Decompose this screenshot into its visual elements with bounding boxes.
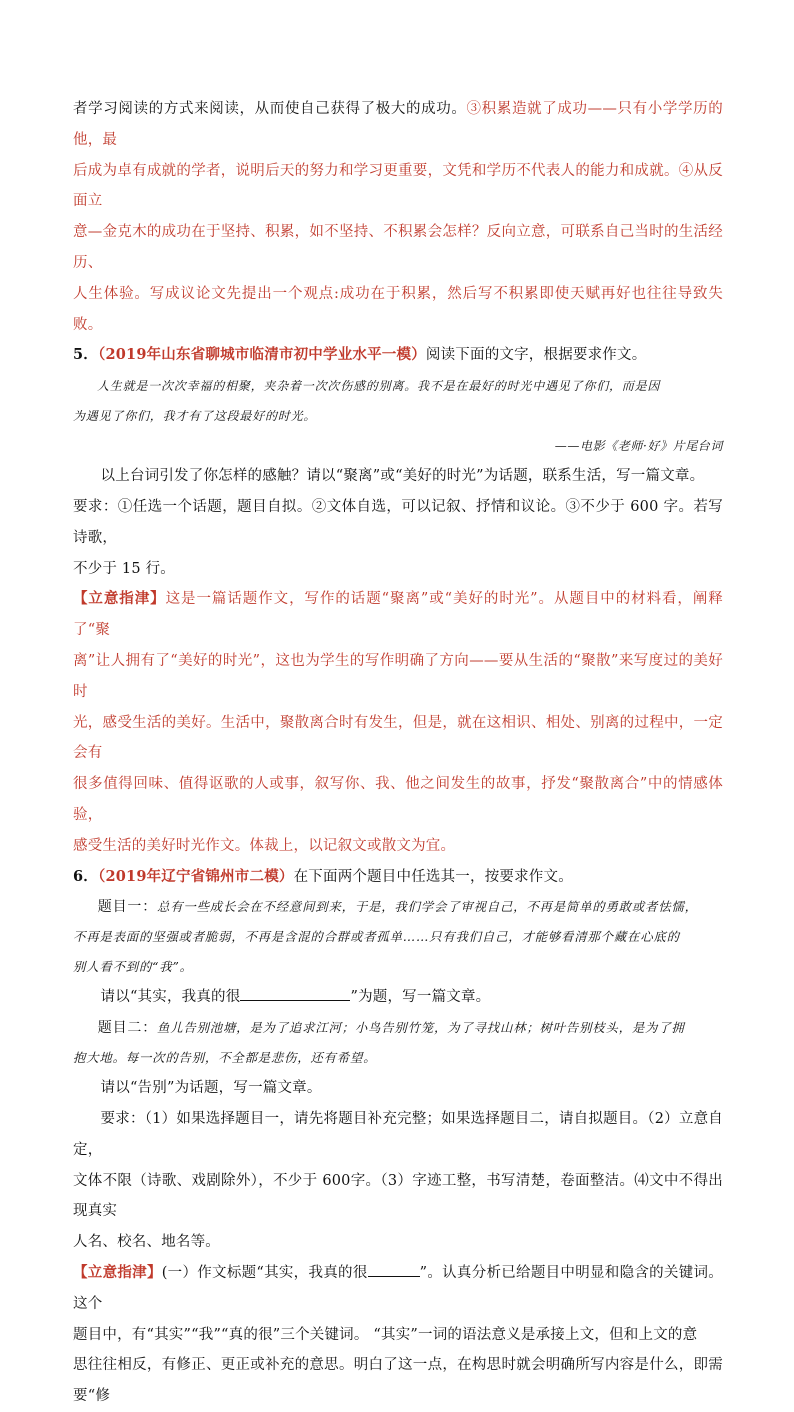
quote-line: 别人看不到的“我”。 — [73, 959, 193, 975]
title-blank — [368, 1262, 420, 1277]
question-number: 5． — [73, 346, 98, 364]
guide-label: 【立意指津】 — [73, 1263, 162, 1281]
quote-line: 鱼儿告别池塘，是为了追求江河；小鸟告别竹笼，为了寻找山林；树叶告别枝头，是为了拥 — [157, 1020, 685, 1036]
text-line: (一）作文标题“其实，我真的很 — [161, 1264, 368, 1281]
text-line: 要求：①任选一个话题，题目自拟。②文体自选，可以记叙、抒情和议论。③不少于 600 字。若写诗歌， — [73, 498, 723, 546]
question-requirements — [73, 492, 723, 584]
question-instruction: 阅读下面的文字，根据要求作文。 — [425, 347, 647, 364]
quote-line: 总有一些成长会在不经意间到来，于是，我们学会了审视自己，不再是简单的勇敢或者怯懦， — [157, 899, 698, 915]
text-line-red: 意—金克木的成功在于坚持、积累，如不坚持、不积累会怎样？反向立意，可联系自己当时的生活经历、 — [73, 224, 723, 271]
quote-source: ——电影《老师·好》片尾台词 — [554, 439, 723, 454]
writing-guide — [73, 584, 723, 861]
writing-guide — [73, 1258, 723, 1412]
text-line: 文体不限（诗歌、戏剧除外），不少于 600字。（3）字迹工整，书写清楚，卷面整洁。⑷文中不得出现真实 — [73, 1172, 723, 1220]
guide-label: 【立意指津】 — [73, 590, 166, 608]
prompt-text: ”为题，写一篇文章。 — [350, 989, 491, 1006]
question-number: 6． — [73, 867, 98, 885]
question-6-header — [73, 862, 723, 893]
topic-one-prompt — [73, 982, 723, 1013]
document-page — [73, 94, 723, 1412]
topic-two-prompt: 请以“告别”为话题，写一篇文章。 — [100, 1080, 322, 1097]
text-line-red: ③积累造就了成功——只有小学学历的他，最 — [73, 101, 723, 148]
text-line-red: 人生体验。写成议论文先提出一个观点:成功在于积累，然后写不积累即使天赋再好也往往导致失败。 — [73, 285, 723, 333]
text-line: 这是一篇话题作文，写作的话题“聚离”或“美好的时光”。从题目中的材料看，阐释了“聚 — [73, 591, 724, 639]
text-line: 要求：（1）如果选择题目一，请先将题目补充完整；如果选择题目二，请自拟题目。（2）立意自定， — [73, 1110, 723, 1158]
text-line: 很多值得回味、值得讴歌的人或事，叙写你、我、他之间发生的故事，抒发“聚散离合”中的情感体验， — [73, 776, 723, 823]
question-requirements — [73, 1104, 723, 1258]
text-line: 不少于 15 行。 — [73, 560, 175, 577]
prompt-text: 请以“其实，我真的很 — [100, 989, 241, 1006]
question-instruction: 在下面两个题目中任选其一，按要求作文。 — [293, 868, 573, 885]
quote-line: 为遇见了你们，我才有了这段最好的时光。 — [73, 409, 317, 424]
topic-label: 题目一： — [97, 899, 157, 916]
answer-continuation — [73, 94, 723, 340]
text-line: ”。认真分析已给题目中明显和隐含的关键词。这个 — [73, 1264, 723, 1312]
text-line: 感受生活的美好时光作文。体裁上，以记叙文或散文为宜。 — [73, 837, 456, 854]
text-line: 题目中，有“其实”“我”“真的很”三个关键词。 “其实”一词的语法意义是承接上文，但和上文的意 — [73, 1326, 698, 1343]
text-line-red: 后成为卓有成就的学者，说明后天的努力和学习更重要，文凭和学历不代表人的能力和成就。④从反面立 — [73, 162, 723, 210]
quote-line: 不再是表面的坚强或者脆弱，不再是含混的合群或者孤单……只有我们自己，才能够看清那个藏在心底的 — [73, 929, 680, 945]
topic-one-text-cont — [73, 922, 723, 982]
topic-two-text-cont: 抱大地。每一次的告别，不全都是悲伤，还有希望。 — [73, 1050, 377, 1066]
text-line: 者学习阅读的方式来阅读，从而使自己获得了极大的成功。 — [73, 101, 467, 117]
source-tag: （2019年辽宁省锦州市二模） — [98, 867, 294, 885]
text-line: 光，感受生活的美好。生活中，聚散离合时有发生，但是，就在这相识、相处、别离的过程中，一定会有 — [73, 714, 723, 762]
question-prompt: 以上台词引发了你怎样的感触？请以“聚离”或“美好的时光”为话题，联系生活，写一篇文章。 — [100, 468, 705, 485]
topic-label: 题目二： — [97, 1020, 157, 1037]
topic-two-text — [73, 1013, 723, 1043]
quote-block — [73, 371, 723, 431]
source-tag: （2019年山东省聊城市临清市初中学业水平一模） — [98, 346, 426, 364]
quote-line: 人生就是一次次幸福的相聚，夹杂着一次次伤感的别离。我不是在最好的时光中遇见了你们，而是因 — [97, 379, 661, 394]
title-blank — [240, 986, 350, 1001]
text-line: 思往往相反，有修正、更正或补充的意思。明白了这一点，在构思时就会明确所写内容是什么，即需要“修 — [73, 1357, 723, 1405]
topic-one-text — [73, 892, 723, 922]
text-line: 人名、校名、地名等。 — [73, 1234, 220, 1251]
question-5-header — [73, 340, 723, 371]
text-line: 离”让人拥有了“美好的时光”，这也为学生的写作明确了方向——要从生活的“聚散”来写度过的美好时 — [73, 652, 723, 700]
